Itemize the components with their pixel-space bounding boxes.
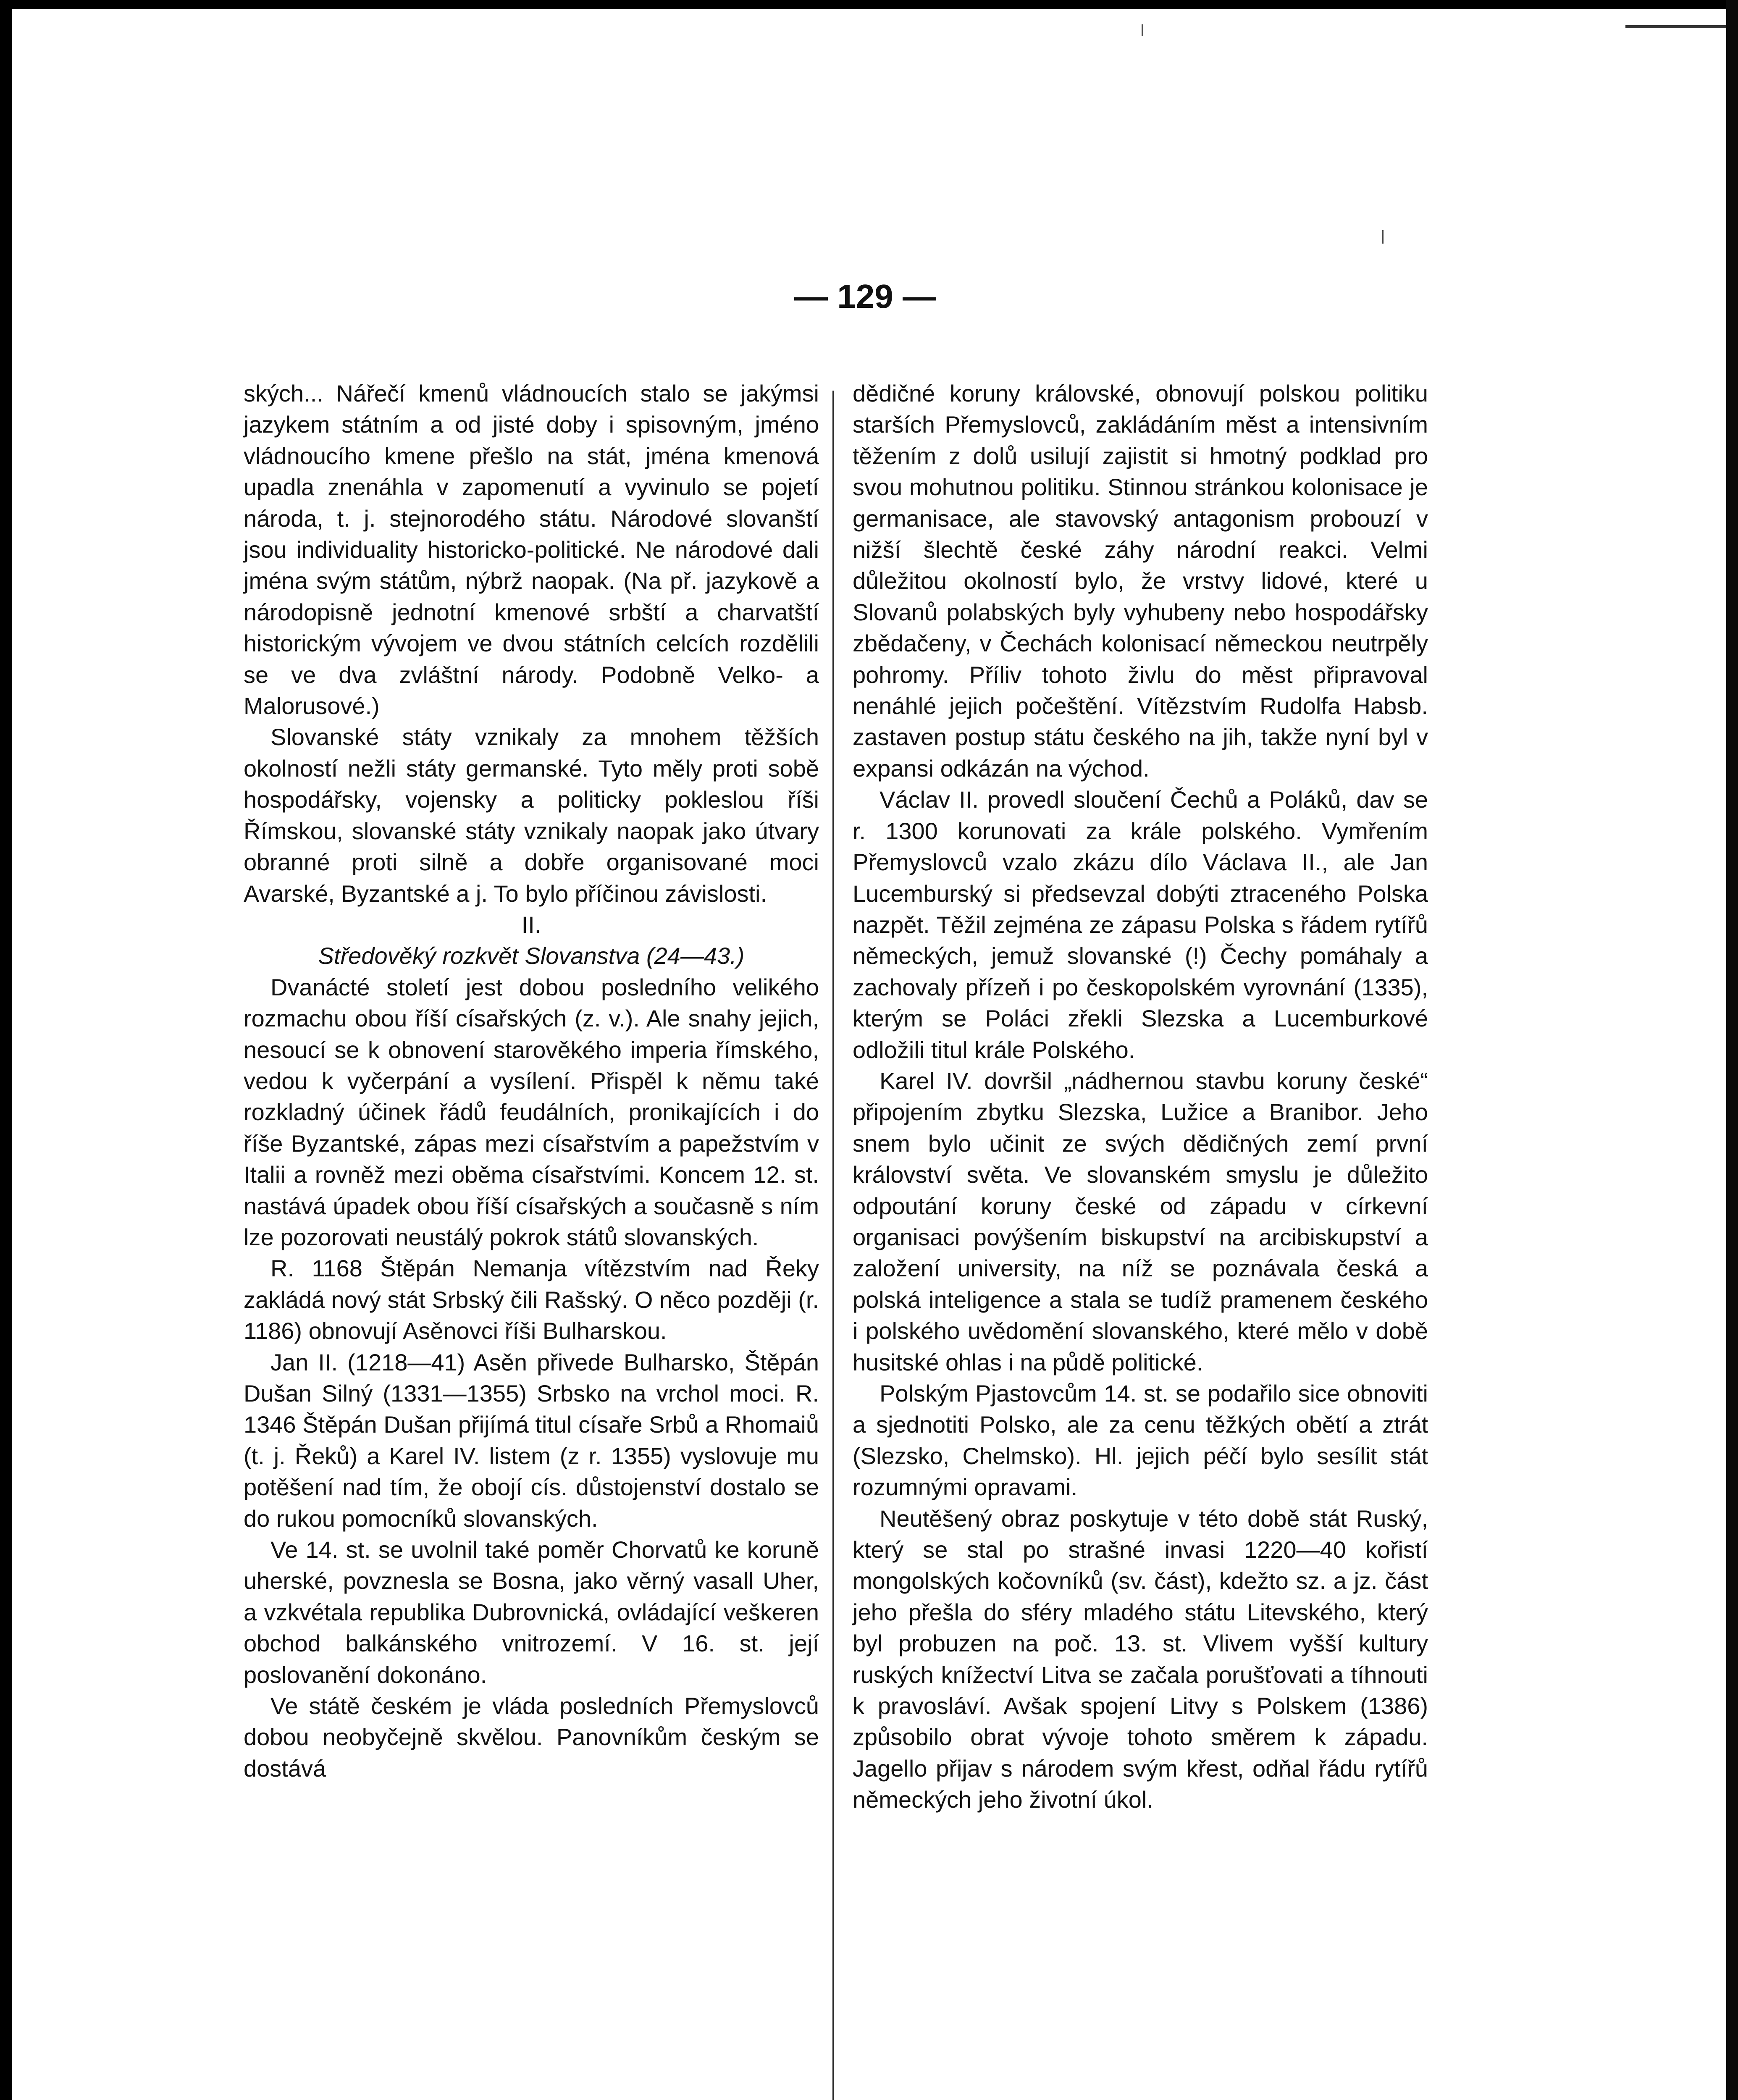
- paragraph: Karel IV. dovršil „nádhernou stavbu koruny české“ připojením zbytku Slezska, Lužice a Branibor. Jeho snem bylo učinit ze svých dědičných zemí první království světa. Ve slovanském smyslu je důležito odpoutání koruny české od západu v církevní organisaci povýšením biskupství na arcibiskupství a založení university, na níž se poznávala česká a polská inteligence a stala se tudíž pramenem českého i polského uvědomění slovanského, které mělo v době husitské ohlas i na půdě politické.: [853, 1067, 1428, 1376]
- paragraph: dědičné koruny královské, obnovují polskou politiku starších Přemyslovců, zakládáním měst a intensivním těžením z dolů usilují zajistit si hmotný podklad pro svou mohutnou politiku. Stinnou stránkou kolonisace je germanisace, ale stavovský antagonism probouzí v nižší šlechtě české záhy národní reakci. Velmi důležitou okolností bylo, že vrstvy lidové, které u Slovanů polabských byly vyhubeny nebo hospodářsky zbědačeny, v Čechách kolonisací německou neutrpěly pohromy. Příliv tohoto živlu do měst připravoval nenáhlé jejich počeštění. Vítězstvím Rudolfa Habsb. zastaven postup státu českého na jih, takže nyní byl v expansi odkázán na východ.: [853, 380, 1428, 782]
- paragraph: Václav II. provedl sloučení Čechů a Poláků, dav se r. 1300 korunovati za krále polského. Vymřením Přemyslovců vzalo zkázu dílo Václava II., ale Jan Lucemburský si předsevzal dobýti ztraceného Polska nazpět. Těžil zejména ze zápasu Polska s řádem rytířů německých, jemuž slovanské (!) Čechy pomáhaly a zachovaly přízeň i po českopolském vyrovnání (1335), kterým se Poláci zřekli Slezska a Lucemburkové odložili titul krále Polského.: [853, 786, 1428, 1063]
- paragraph: Dvanácté století jest dobou posledního velikého rozmachu obou říší císařských (z. v.). Ale snahy jejich, nesoucí se k obnovení starověkého imperia římského, vedou k vyčerpání a vysílení. Přispěl k němu také rozkladný účinek řádů feudálních, pronikajících i do říše Byzantské, zápas mezi císařstvím a papežstvím v Italii a rovněž mezi oběma císařstvími. Koncem 12. st. nastává úpadek obou říší císařských a současně s ním lze pozorovati neustálý pokrok států slovanských.: [244, 974, 819, 1250]
- paragraph: Ve 14. st. se uvolnil také poměr Chorvatů ke koruně uherské, povznesla se Bosna, jako věrný vasall Uher, a vzkvétala republika Dubrovnická, ovládající veškeren obchod balkánského vnitrozemí. V 16. st. její poslovanění dokonáno.: [244, 1536, 819, 1688]
- column-divider: [832, 391, 834, 2100]
- paragraph: R. 1168 Štěpán Nemanja vítězstvím nad Řeky zakládá nový stát Srbský čili Rašský. O něco později (r. 1186) obnovují Asěnovci říši Bulharskou.: [244, 1255, 819, 1344]
- scan-mark: [1142, 24, 1143, 36]
- paragraph: Ve státě českém je vláda posledních Přemyslovců dobou neobyčejně skvělou. Panovníkům českým se dostává: [244, 1693, 819, 1782]
- scan-edge: [1726, 0, 1738, 2100]
- scan-edge-rule: [1625, 25, 1735, 28]
- section-heading: Středověký rozkvět Slovanstva (24—43.): [318, 942, 745, 969]
- paragraph: Jan II. (1218—41) Asěn přivede Bulharsko, Štěpán Dušan Silný (1331—1355) Srbsko na vrchol moci. R. 1346 Štěpán Dušan přijímá titul císaře Srbů a Rhomaiů (t. j. Řeků) a Karel IV. listem (z r. 1355) vyslovuje mu potěšení nad tím, že obojí cís. důstojenství dostalo se do rukou pomocníků slovanských.: [244, 1349, 819, 1532]
- right-column: [853, 378, 1428, 1816]
- scan-mark: [1382, 230, 1384, 244]
- section-number: II.: [521, 911, 541, 938]
- paragraph: ských... Nářečí kmenů vládnoucích stalo se jakýmsi jazykem státním a od jisté doby i spisovným, jméno vládnoucího kmene přešlo na stát, jména kmenová upadla znenáhla v zapomenutí a vyvinulo se pojetí národa, t. j. stejnorodého státu. Národové slovanští jsou individuality historicko-politické. Ne národové dali jména svým státům, nýbrž naopak. (Na př. jazykově a národopisně jednotní kmenové srbští a charvatští historickým vývojem ve dvou státních celcích rozdělili se ve dva zvláštní národy. Podobně Velko- a Malorusové.): [244, 380, 819, 719]
- left-column: [244, 378, 819, 1784]
- page-number: — 129 —: [794, 278, 936, 315]
- paragraph: Neutěšený obraz poskytuje v této době stát Ruský, který se stal po strašné invasi 1220—40 kořistí mongolských kočovníků (sv. část), kdežto sz. a jz. část jeho přešla do sféry mladého státu Litevského, který byl probuzen na poč. 13. st. Vlivem vyšší kultury ruských knížectví Litva se začala porušťovati a tíhnouti k pravosláví. Avšak spojení Litvy s Polskem (1386) způsobilo obrat vývoje tohoto směrem k západu. Jagello přijav s národem svým křest, odňal řádu rytířů německých jeho životní úkol.: [853, 1505, 1428, 1813]
- paragraph: Slovanské státy vznikaly za mnohem těžších okolností nežli státy germanské. Tyto měly proti sobě hospodářsky, vojensky a politicky pokleslou říši Římskou, slovanské státy vznikaly naopak jako útvary obranné proti silně a dobře organisované moci Avarské, Byzantské a j. To bylo příčinou závislosti.: [244, 724, 819, 907]
- paragraph: Polským Pjastovcům 14. st. se podařilo sice obnoviti a sjednotiti Polsko, ale za cenu těžkých obětí a ztrát (Slezsko, Chelmsko). Hl. jejich péčí bylo sesílit stát rozumnými opravami.: [853, 1380, 1428, 1501]
